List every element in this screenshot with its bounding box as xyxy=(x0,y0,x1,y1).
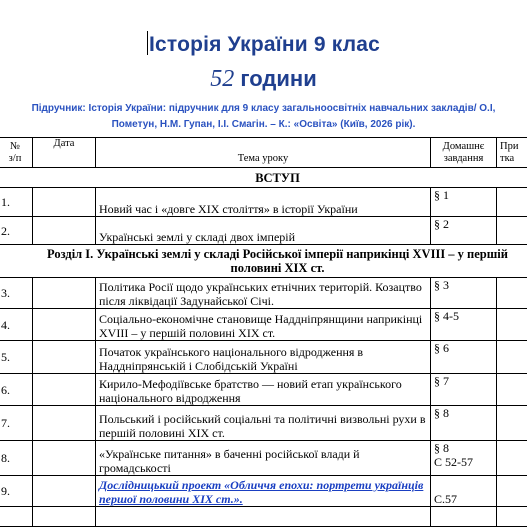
lesson-note[interactable] xyxy=(497,309,527,341)
lesson-note[interactable] xyxy=(497,217,527,245)
lesson-date[interactable] xyxy=(33,217,96,245)
hours-count xyxy=(0,66,527,93)
lesson-date[interactable] xyxy=(33,374,96,406)
empty-cell xyxy=(33,507,96,527)
column-header-date: Дата xyxy=(33,138,96,168)
lesson-note[interactable] xyxy=(497,476,527,507)
table-header-row xyxy=(0,138,527,168)
project-link[interactable]: Дослідницький проект «Обличчя епохи: портрети українців першої половини ХІХ ст.». xyxy=(99,478,424,506)
lesson-note[interactable] xyxy=(497,341,527,374)
lesson-date[interactable] xyxy=(33,309,96,341)
lesson-topic: «Українське питання» в баченні російської влади й громадськості xyxy=(96,441,431,476)
table-row xyxy=(0,406,527,441)
empty-cell xyxy=(431,507,497,527)
lesson-number: 9. xyxy=(0,476,33,507)
lesson-date[interactable] xyxy=(33,406,96,441)
table-row xyxy=(0,278,527,309)
lesson-topic: Соціально-економічне становище Наддніпрянщини наприкінці XVIII – у першій половині ХІХ ст. xyxy=(96,309,431,341)
table-row xyxy=(0,476,527,507)
table-row xyxy=(0,341,527,374)
table-row xyxy=(0,217,527,245)
lesson-homework: § 4-5 xyxy=(431,309,497,341)
lesson-topic: Українські землі у складі двох імперій xyxy=(96,217,431,245)
lesson-date[interactable] xyxy=(33,188,96,217)
lesson-number: 8. xyxy=(0,441,33,476)
section-title: Розділ І. Українські землі у складі Російської імперії наприкінці XVIII – у першій половині ХІХ ст. xyxy=(0,245,527,278)
lesson-topic: Новий час і «довге ХІХ століття» в історії України xyxy=(96,188,431,217)
table-row xyxy=(0,507,527,527)
lesson-note[interactable] xyxy=(497,188,527,217)
lesson-date[interactable] xyxy=(33,476,96,507)
column-header-number: № з/п xyxy=(0,138,33,168)
hours-number: 52 xyxy=(210,66,235,92)
lesson-number: 7. xyxy=(0,406,33,441)
lesson-number: 2. xyxy=(0,217,33,245)
lesson-date[interactable] xyxy=(33,341,96,374)
table-row xyxy=(0,188,527,217)
lesson-topic: Політика Росії щодо українських етнічних територій. Козацтво після ліквідації Задунайської Січі. xyxy=(96,278,431,309)
column-header-homework: Домашнє завдання xyxy=(431,138,497,168)
lesson-topic xyxy=(96,476,431,507)
textbook-reference xyxy=(0,101,527,133)
lesson-number: 6. xyxy=(0,374,33,406)
text-cursor xyxy=(147,31,148,55)
section-title: ВСТУП xyxy=(0,168,527,188)
lesson-homework: С.57 xyxy=(431,476,497,507)
lesson-date[interactable] xyxy=(33,278,96,309)
empty-cell xyxy=(0,507,33,527)
lesson-note[interactable] xyxy=(497,278,527,309)
lesson-note[interactable] xyxy=(497,441,527,476)
table-row xyxy=(0,374,527,406)
table-row xyxy=(0,309,527,341)
lesson-homework: § 3 xyxy=(431,278,497,309)
lesson-topic: Польський і російський соціальні та політичні визвольні рухи в першій половині ХІХ ст. xyxy=(96,406,431,441)
textbook-line-2: Пометун, Н.М. Гупан, І.І. Смагін. – К.: «Освіта» (Київ, 2026 рік). xyxy=(111,119,416,130)
empty-cell xyxy=(497,507,527,527)
lesson-homework: § 8 xyxy=(431,406,497,441)
column-header-topic: Тема уроку xyxy=(96,138,431,168)
lessons-table xyxy=(0,137,527,527)
lesson-number: 4. xyxy=(0,309,33,341)
lesson-homework: § 8 С 52-57 xyxy=(431,441,497,476)
empty-cell xyxy=(96,507,431,527)
section-row xyxy=(0,245,527,278)
lesson-homework: § 2 xyxy=(431,217,497,245)
lesson-number: 3. xyxy=(0,278,33,309)
document-title: Історія України 9 клас xyxy=(148,33,381,56)
textbook-line-1: Підручник: Історія України: підручник для 9 класу загальноосвітніх навчальних закладів/ О.І, xyxy=(31,103,496,114)
lesson-note[interactable] xyxy=(497,406,527,441)
lesson-topic: Кирило-Мефодіївське братство — новий етап українського національного відродження xyxy=(96,374,431,406)
column-header-note: При тка xyxy=(497,138,527,168)
lesson-number: 5. xyxy=(0,341,33,374)
lesson-note[interactable] xyxy=(497,374,527,406)
lesson-topic: Початок українського національного відродження в Наддніпрянській і Слобідській Україні xyxy=(96,341,431,374)
section-row xyxy=(0,168,527,188)
table-row xyxy=(0,441,527,476)
lesson-homework: § 1 xyxy=(431,188,497,217)
lesson-number: 1. xyxy=(0,188,33,217)
hours-word: години xyxy=(240,66,317,91)
lesson-homework: § 6 xyxy=(431,341,497,374)
lesson-homework: § 7 xyxy=(431,374,497,406)
lesson-date[interactable] xyxy=(33,441,96,476)
